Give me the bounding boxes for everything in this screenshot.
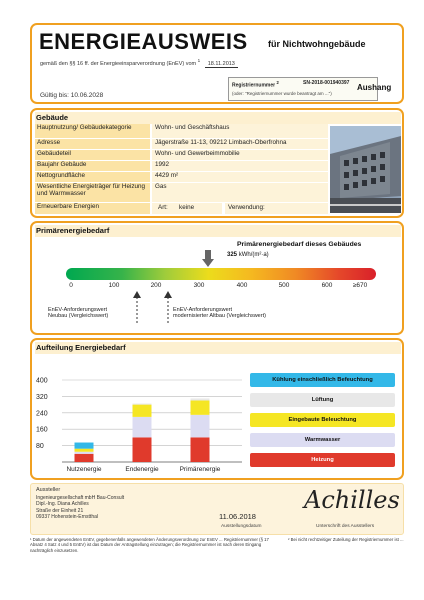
building-row-value: Wohn- und Gewerbeimmobilie (152, 150, 328, 160)
issuer-signature: Achilles (304, 486, 400, 514)
enev-date: 18.11.2013 (205, 61, 238, 68)
title-card (30, 23, 404, 104)
bar-segment (75, 449, 94, 452)
issue-date-caption: Ausstellungsdatum (221, 524, 262, 529)
primary-energy-section-title: Primärenergiebedarf (36, 226, 110, 235)
building-row (35, 183, 328, 203)
building-section (30, 108, 404, 218)
registration-note: (oder: "Registriernummer wurde beantragt am ...") (232, 91, 332, 96)
neubau-marker-arrow-icon (132, 291, 142, 325)
bar-segment (133, 405, 152, 417)
issuer-address (36, 495, 124, 520)
x-tick-label: Nutzenergie (66, 466, 102, 473)
legend-kuehlung: Kühlung einschließlich Befeuchtung (250, 373, 395, 387)
scale-tick-label: 500 (278, 282, 290, 289)
energy-breakdown-chart (32, 340, 247, 478)
building-row-key: Adresse (35, 139, 150, 149)
building-row-key: Baujahr Gebäude (35, 161, 150, 171)
document-subtitle: für Nichtwohngebäude (268, 39, 366, 49)
building-row-key: Hauptnutzung/ Gebäudekategorie (35, 124, 150, 138)
issuer-address-line: Dipl.-Ing. Diana Achilles (36, 501, 89, 508)
bar-segment (191, 437, 210, 462)
building-row (35, 139, 328, 150)
energy-breakdown-section-title: Aufteilung Energiebedarf (36, 343, 126, 352)
building-row-value: Jägerstraße 11-13, 09212 Limbach-Oberfrohna (152, 139, 328, 149)
renewable-verwendung-label: Verwendung: (225, 203, 328, 214)
bar-segment (191, 401, 210, 415)
altbau-marker-arrow-icon (163, 291, 173, 325)
aushang-label: Aushang (357, 83, 392, 92)
building-row-value: Gas (152, 183, 328, 202)
building-row-value: 1992 (152, 161, 328, 171)
legend-beleuchtung: Eingebaute Beleuchtung (250, 413, 395, 427)
x-tick-label: Endenergie (125, 466, 159, 473)
scale-tick-label: ≥670 (352, 282, 368, 289)
legal-footnote-marker: 1 (197, 58, 201, 63)
primary-energy-section (30, 221, 404, 335)
y-tick-label: 240 (36, 410, 48, 418)
valid-until: Gültig bis: 10.06.2028 (40, 92, 104, 99)
legend-warmwasser: Warmwasser (250, 433, 395, 447)
legal-basis (40, 58, 238, 68)
legal-text: gemäß den §§ 16 ff. der Energieeinsparverordnung (EnEV) vom (40, 60, 197, 67)
registration-box (228, 77, 378, 101)
registration-number: SN-2018-001940397 (303, 80, 350, 86)
building-row (35, 161, 328, 172)
issuer-label: Aussteller (36, 487, 61, 493)
scale-tick-label: 300 (193, 282, 205, 289)
neubau-annotation: EnEV-Anforderungswert Neubau (Vergleichswert) (48, 307, 109, 320)
scale-tick-label: 0 (69, 282, 73, 289)
scale-tick-label: 200 (150, 282, 162, 289)
footnote-right: ² Bei nicht rechtzeitiger Zuteilung der Registriernummer ist ... (288, 537, 404, 542)
building-row-key: Nettogrundfläche (35, 172, 150, 182)
building-section-title: Gebäude (36, 113, 69, 122)
energy-scale-bar (66, 268, 376, 280)
registration-label: Registriernummer $^2$ (232, 80, 279, 89)
energy-breakdown-section (30, 338, 404, 480)
renewable-values (152, 203, 328, 214)
building-row-key: Gebäudeteil (35, 150, 150, 160)
building-row (35, 124, 328, 139)
building-row (35, 172, 328, 183)
down-arrow-icon (202, 250, 214, 268)
altbau-annotation: EnEV-Anforderungswert modernisierter Altbau (Vergleichswert) (173, 307, 266, 320)
bar-segment (133, 437, 152, 462)
building-row (35, 150, 328, 161)
document-title: ENERGIEAUSWEIS (39, 29, 248, 54)
primary-energy-value: 325 kWh/(m²·a) (227, 252, 269, 258)
building-row-renewable (35, 203, 328, 215)
bar-segment (75, 443, 94, 449)
bar-segment (75, 452, 94, 454)
bar-segment (191, 415, 210, 438)
building-row-value: Wohn- und Geschäftshaus (152, 124, 328, 138)
y-tick-label: 80 (36, 443, 44, 451)
scale-tick-label: 600 (321, 282, 333, 289)
scale-tick-label: 400 (236, 282, 248, 289)
bar-segment (133, 404, 152, 405)
issuer-address-line: 09337 Hohenstein-Ernstthal (36, 513, 98, 520)
y-tick-label: 160 (36, 426, 48, 434)
building-row-value: 4429 m² (152, 172, 328, 182)
x-tick-label: Primärenergie (179, 466, 221, 473)
building-photo (330, 126, 401, 213)
building-row-key: Wesentliche Energieträger für Heizung und Warmwasser (35, 183, 150, 202)
legend-heizung: Heizung (250, 453, 395, 467)
footnote-left: ¹ Datum der angewendeten EnEV, gegebenenfalls angewendeten Änderungsverordnung zur EnEV ... Registriernummer (§ 17 Absatz 4 Satz 4 und 5 EnEV) ist das Datum der Antragstellung einzutragen; die Registriernummer ist nach deren Eingang nachträglich einzusetzen. (30, 537, 269, 553)
issuer-address-line: Straße der Einheit 21 (36, 507, 84, 514)
y-tick-label: 320 (36, 393, 48, 401)
building-header-bar (35, 112, 401, 124)
scale-tick-label: 100 (108, 282, 120, 289)
legend-lueftung: Lüftung (250, 393, 395, 407)
signature-caption: Unterschrift des Ausstellers (316, 524, 375, 529)
y-tick-label: 400 (36, 377, 48, 385)
bar-segment (191, 398, 210, 400)
renewable-art: Art: keine (152, 203, 222, 214)
renewable-key: Erneuerbare Energien (35, 203, 150, 214)
issuer-section (30, 483, 404, 535)
primary-energy-caption: Primärenergiebedarf dieses Gebäudes (237, 241, 362, 248)
issuer-address-line: Ingenieurgesellschaft mbH Bau-Consult (36, 495, 125, 501)
bar-segment (133, 417, 152, 438)
bar-segment (75, 454, 94, 462)
issue-date: 11.06.2018 (219, 512, 256, 521)
registration-footnote-marker: 2 (276, 80, 279, 85)
